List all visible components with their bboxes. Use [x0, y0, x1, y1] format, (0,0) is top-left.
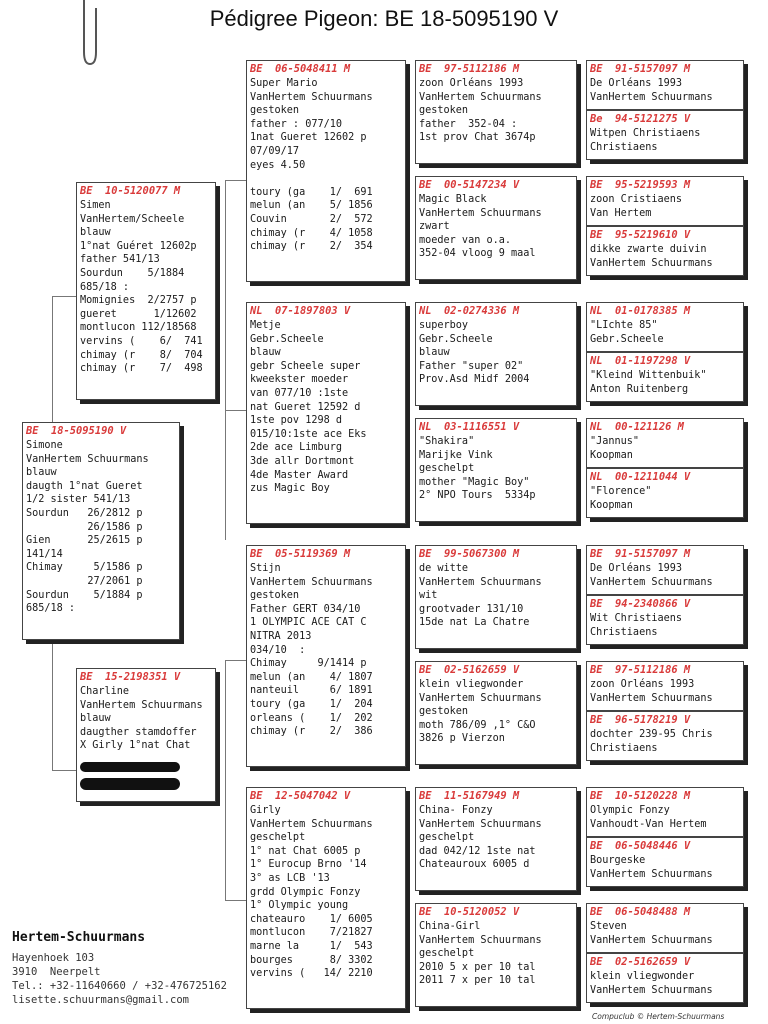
pigeon-info-line: nanteuil 6/ 1891	[250, 685, 373, 697]
pigeon-info-line: Father GERT 034/10	[250, 603, 361, 615]
pigeon-info-line: kweekster moeder	[250, 374, 349, 386]
connector-line	[225, 180, 226, 540]
pigeon-card	[415, 545, 577, 649]
pigeon-info-line: 034/10 :	[250, 644, 306, 656]
breeder-name: Hertem-Schuurmans	[12, 930, 146, 945]
pigeon-info-line: orleans ( 1/ 202	[250, 712, 373, 724]
ring-number: BE 91-5157097 M	[590, 548, 691, 560]
pigeon-info-line: eyes 4.50	[250, 159, 306, 171]
pigeon-info-line: Koopman	[590, 499, 633, 511]
ring-number: BE 97-5112186 M	[419, 63, 520, 75]
pigeon-info-line: Bourgeske	[590, 855, 646, 866]
pigeon-info-line: de witte	[419, 563, 469, 574]
ring-number: BE 95-5219593 M	[590, 179, 691, 191]
pigeon-info-line: "Jannus"	[590, 436, 640, 447]
pigeon-info-line: toury (ga 1/ 204	[250, 698, 373, 710]
pigeon-info-line: 1°nat Guéret 12602p	[80, 240, 197, 252]
pigeon-info-line: blauw	[250, 347, 281, 359]
pigeon-info-line: Prov.Asd Midf 2004	[419, 374, 530, 386]
pigeon-info-line: blauw	[80, 227, 111, 239]
ring-number: BE 12-5047042 V	[250, 790, 351, 802]
redacted-line	[80, 762, 180, 772]
pigeon-card	[586, 110, 744, 160]
pigeon-info-line: zoon Orléans 1993	[590, 679, 695, 690]
redacted-line	[80, 778, 180, 790]
pigeon-info-line: 141/14	[26, 548, 63, 560]
pigeon-info-line: VanHertem Schuurmans	[250, 576, 373, 588]
pigeon-card	[586, 837, 744, 887]
pigeon-info-line: zoon Cristiaens	[590, 194, 683, 205]
ring-number: BE 18-5095190 V	[26, 425, 127, 437]
pigeon-info-line: vervins ( 6/ 741	[80, 335, 203, 347]
ring-number: BE 10-5120228 M	[590, 790, 691, 802]
pigeon-info-line: Gien 25/2615 p	[26, 535, 143, 547]
ring-number: BE 95-5219610 V	[590, 229, 691, 241]
pigeon-card	[586, 595, 744, 645]
pigeon-info-line: wit	[419, 590, 438, 602]
pigeon-info-line: grootvader 131/10	[419, 603, 524, 615]
pigeon-info-line: bourges 8/ 3302	[250, 954, 373, 966]
pigeon-card	[586, 787, 744, 837]
pigeon-info-line: toury (ga 1/ 691	[250, 186, 373, 198]
pigeon-info-line	[250, 172, 402, 186]
pigeon-card	[415, 787, 577, 891]
pigeon-info-line: klein vliegwonder	[419, 679, 524, 690]
pigeon-info-line: 1st prov Chat 3674p	[419, 132, 536, 144]
pigeon-info-line: VanHertem Schuurmans	[419, 576, 542, 588]
pigeon-info-line: 1° nat Chat 6005 p	[250, 845, 361, 857]
pigeon-info-line: montlucon 7/21827	[250, 927, 373, 939]
pigeon-info-line: 352-04 vloog 9 maal	[419, 248, 536, 260]
pigeon-info-line: gestoken	[419, 105, 469, 117]
ring-number: BE 94-2340866 V	[590, 598, 691, 610]
pigeon-info-line: VanHertem Schuurmans	[590, 576, 713, 588]
pigeon-info-line: VanHertem Schuurmans	[26, 453, 149, 465]
pigeon-info-line: melun (an 4/ 1807	[250, 671, 373, 683]
ring-number: BE 97-5112186 M	[590, 664, 691, 676]
pigeon-info-line: Couvin 2/ 572	[250, 213, 373, 225]
pigeon-card	[246, 60, 406, 282]
pigeon-info-line: 26/1586 p	[26, 521, 143, 533]
pigeon-info-line: Sourdun 26/2812 p	[26, 507, 143, 519]
connector-line	[225, 410, 247, 411]
pigeon-info-line: China-Girl	[419, 921, 481, 932]
pigeon-info-line: Charline	[80, 686, 130, 697]
pigeon-info-line: VanHertem Schuurmans	[419, 934, 542, 946]
pigeon-info-line: 685/18 :	[26, 603, 76, 615]
connector-line	[52, 296, 53, 426]
pigeon-info-line: De Orléans 1993	[590, 78, 683, 89]
connector-line	[52, 770, 76, 771]
pigeon-info-line: Sourdun 5/1884 p	[26, 589, 143, 601]
breeder-phone: Tel.: +32-11640660 / +32-476725162	[12, 980, 227, 992]
pigeon-info-line: grdd Olympic Fonzy	[250, 886, 361, 898]
pigeon-info-line: 07/09/17	[250, 145, 300, 157]
pigeon-info-line: 1° Olympic young	[250, 900, 349, 912]
ring-number: BE 99-5067300 M	[419, 548, 520, 560]
pigeon-info-line: VanHertem Schuurmans	[590, 692, 713, 704]
pigeon-info-line: klein vliegwonder	[590, 971, 695, 982]
pigeon-card	[586, 711, 744, 761]
pigeon-info-line: 2011 7 x per 10 tal	[419, 975, 536, 987]
pigeon-info-line: mother "Magic Boy"	[419, 476, 530, 488]
pigeon-info-line: chimay (r 2/ 354	[250, 241, 373, 253]
ring-number: NL 07-1897803 V	[250, 305, 351, 317]
pigeon-card	[586, 468, 744, 518]
pigeon-info-line: Anton Ruitenberg	[590, 383, 689, 395]
pigeon-info-line: 1 OLYMPIC ACE CAT C	[250, 617, 367, 629]
pigeon-info-line: "Florence"	[590, 486, 652, 497]
pigeon-info-line: Wit Christiaens	[590, 613, 683, 624]
connector-line	[225, 900, 247, 901]
pigeon-info-line: Sourdun 5/1884	[80, 267, 185, 279]
pigeon-info-line: 27/2061 p	[26, 575, 143, 587]
pigeon-info-line: 1nat Gueret 12602 p	[250, 132, 367, 144]
pigeon-card	[586, 661, 744, 711]
pigeon-info-line: VanHertem Schuurmans	[590, 257, 713, 269]
pigeon-info-line: 3° as LCB '13	[250, 872, 330, 884]
pigeon-info-line: 3826 p Vierzon	[419, 733, 505, 745]
pigeon-info-line: X Girly 1°nat Chat	[80, 740, 191, 752]
ring-number: BE 06-5048446 V	[590, 840, 691, 852]
pigeon-info-line: Girly	[250, 805, 281, 816]
pigeon-info-line: father 541/13	[80, 254, 160, 266]
ring-number: BE 00-5147234 V	[419, 179, 520, 191]
connector-line	[52, 640, 53, 770]
pigeon-info-line: chimay (r 8/ 704	[80, 349, 203, 361]
pigeon-info-line: Vanhoudt-Van Hertem	[590, 818, 707, 830]
ring-number: Be 94-5121275 V	[590, 113, 691, 125]
credit-line: Compuclub © Hertem-Schuurmans	[592, 1012, 725, 1021]
pigeon-info-line: De Orléans 1993	[590, 563, 683, 574]
pigeon-info-line: 15de nat La Chatre	[419, 617, 530, 629]
pigeon-card	[415, 302, 577, 406]
pigeon-info-line: Father "super 02"	[419, 360, 524, 372]
ring-number: NL 01-1197298 V	[590, 355, 691, 367]
pigeon-info-line: Simone	[26, 440, 63, 451]
pigeon-card	[246, 302, 406, 524]
pigeon-info-line: Gebr.Scheele	[419, 333, 493, 345]
pigeon-info-line: gueret 1/12602	[80, 308, 197, 320]
pigeon-info-line: Chateauroux 6005 d	[419, 859, 530, 871]
paperclip-icon	[78, 0, 100, 68]
pigeon-info-line: VanHertem Schuurmans	[419, 207, 542, 219]
pigeon-info-line: chimay (r 7/ 498	[80, 363, 203, 375]
pigeon-card	[22, 422, 180, 640]
pigeon-info-line: zwart	[419, 221, 450, 233]
ring-number: BE 96-5178219 V	[590, 714, 691, 726]
pigeon-info-line: VanHertem Schuurmans	[590, 984, 713, 996]
pigeon-info-line: VanHertem Schuurmans	[590, 934, 713, 946]
ring-number: BE 10-5120077 M	[80, 185, 181, 197]
connector-line	[225, 660, 247, 661]
ring-number: BE 15-2198351 V	[80, 671, 181, 683]
pigeon-info-line: VanHertem Schuurmans	[590, 91, 713, 103]
pigeon-info-line: chimay (r 4/ 1058	[250, 227, 373, 239]
pigeon-info-line: Witpen Christiaens	[590, 128, 701, 139]
pigeon-info-line: VanHertem Schuurmans	[419, 91, 542, 103]
pigeon-info-line: blauw	[419, 347, 450, 359]
pigeon-info-line: 1° Eurocup Brno '14	[250, 859, 367, 871]
breeder-address: Hayenhoek 103	[12, 952, 95, 964]
pigeon-card	[415, 661, 577, 765]
pigeon-info-line: geschelpt	[419, 463, 475, 475]
pigeon-info-line: "Shakira"	[419, 436, 475, 447]
pigeon-info-line: VanHertem Schuurmans	[590, 868, 713, 880]
pigeon-info-line: blauw	[26, 467, 57, 479]
ring-number: BE 06-5048411 M	[250, 63, 351, 75]
pigeon-info-line: Van Hertem	[590, 207, 652, 219]
pigeon-info-line: montlucon 112/18568	[80, 322, 197, 334]
pigeon-card	[415, 60, 577, 164]
pigeon-info-line: 685/18 :	[80, 281, 130, 293]
pigeon-card	[415, 903, 577, 1007]
pigeon-info-line: Chimay 5/1586 p	[26, 562, 143, 574]
ring-number: BE 11-5167949 M	[419, 790, 520, 802]
pigeon-info-line: Super Mario	[250, 78, 318, 89]
pigeon-info-line: Momignies 2/2757 p	[80, 295, 197, 307]
ring-number: NL 00-121126 M	[590, 421, 684, 433]
pigeon-info-line: Marijke Vink	[419, 449, 493, 461]
pigeon-card	[586, 226, 744, 276]
pigeon-info-line: Steven	[590, 921, 627, 932]
pigeon-info-line: father 352-04 :	[419, 118, 518, 130]
pigeon-card	[76, 182, 216, 400]
page-title: Pédigree Pigeon: BE 18-5095190 V	[209, 6, 559, 31]
pigeon-info-line: China- Fonzy	[419, 805, 493, 816]
pigeon-info-line: geschelpt	[419, 832, 475, 844]
pigeon-info-line: "Kleind Wittenbuik"	[590, 370, 707, 381]
ring-number: NL 01-0178385 M	[590, 305, 691, 317]
pigeon-info-line: dochter 239-95 Chris	[590, 729, 713, 740]
pigeon-card	[586, 60, 744, 110]
ring-number: BE 91-5157097 M	[590, 63, 691, 75]
connector-line	[225, 660, 226, 900]
pigeon-card	[586, 176, 744, 226]
ring-number: BE 10-5120052 V	[419, 906, 520, 918]
pigeon-info-line: 2010 5 x per 10 tal	[419, 961, 536, 973]
pigeon-info-line: dad 042/12 1ste nat	[419, 845, 536, 857]
ring-number: NL 02-0274336 M	[419, 305, 520, 317]
pigeon-card	[586, 302, 744, 352]
pigeon-info-line: Olympic Fonzy	[590, 805, 670, 816]
connector-line	[225, 180, 247, 181]
pigeon-info-line: moth 786/09 ,1° C&O	[419, 719, 536, 731]
ring-number: NL 03-1116551 V	[419, 421, 520, 433]
pigeon-info-line: VanHertem Schuurmans	[419, 818, 542, 830]
pigeon-info-line: blauw	[80, 713, 111, 725]
pigeon-info-line: VanHertem Schuurmans	[250, 91, 373, 103]
pigeon-info-line: geschelpt	[250, 832, 306, 844]
pigeon-info-line: 2° NPO Tours 5334p	[419, 490, 536, 502]
pigeon-info-line: chateauro 1/ 6005	[250, 913, 373, 925]
pigeon-info-line: NITRA 2013	[250, 630, 312, 642]
pigeon-info-line: Simen	[80, 200, 111, 211]
pigeon-info-line: moeder van o.a.	[419, 234, 512, 246]
pigeon-info-line: dikke zwarte duivin	[590, 244, 707, 255]
pigeon-info-line: chimay (r 2/ 386	[250, 726, 373, 738]
pigeon-info-line: father : 077/10	[250, 118, 343, 130]
pigeon-card	[586, 953, 744, 1003]
ring-number: BE 02-5162659 V	[419, 664, 520, 676]
pigeon-card	[415, 418, 577, 522]
ring-number: BE 05-5119369 M	[250, 548, 351, 560]
pigeon-info-line: VanHertem Schuurmans	[419, 692, 542, 704]
pigeon-info-line: Koopman	[590, 449, 633, 461]
connector-line	[52, 296, 76, 297]
pigeon-info-line: Gebr.Scheele	[590, 333, 664, 345]
pigeon-info-line	[80, 794, 212, 802]
pigeon-info-line: superboy	[419, 320, 469, 331]
pigeon-info-line: 1/2 sister 541/13	[26, 494, 131, 506]
pigeon-info-line: daugth 1°nat Gueret	[26, 480, 143, 492]
pigeon-info-line: Christiaens	[590, 742, 658, 754]
ring-number: NL 00-1211044 V	[590, 471, 691, 483]
pigeon-info-line: Christiaens	[590, 626, 658, 638]
pigeon-info-line: "LIchte 85"	[590, 320, 658, 331]
pigeon-info-line: Christiaens	[590, 141, 658, 153]
pigeon-info-line: zus Magic Boy	[250, 483, 330, 495]
pigeon-info-line: marne la 1/ 543	[250, 940, 373, 952]
ring-number: BE 06-5048488 M	[590, 906, 691, 918]
pigeon-info-line: 3de allr Dortmont	[250, 455, 355, 467]
pigeon-info-line: Magic Black	[419, 194, 487, 205]
pigeon-info-line: 4de Master Award	[250, 469, 349, 481]
pigeon-card	[586, 418, 744, 468]
pigeon-info-line: 2de ace Limburg	[250, 442, 343, 454]
pigeon-info-line: Gebr.Scheele	[250, 333, 324, 345]
pigeon-info-line: daugther stamdoffer	[80, 726, 197, 738]
pigeon-info-line: gestoken	[250, 105, 300, 117]
pigeon-card	[586, 352, 744, 402]
pigeon-info-line: VanHertem Schuurmans	[80, 699, 203, 711]
pigeon-info-line: VanHertem/Scheele	[80, 213, 185, 225]
pigeon-info-line: VanHertem Schuurmans	[250, 818, 373, 830]
pigeon-card	[415, 176, 577, 280]
pigeon-info-line: gestoken	[250, 590, 300, 602]
pigeon-card	[586, 545, 744, 595]
pigeon-info-line: vervins ( 14/ 2210	[250, 968, 373, 980]
pigeon-info-line: 1ste pov 1298 d	[250, 415, 343, 427]
pigeon-info-line: van 077/10 :1ste	[250, 387, 349, 399]
pigeon-info-line: zoon Orléans 1993	[419, 78, 524, 89]
pigeon-info-line: geschelpt	[419, 948, 475, 960]
pigeon-card	[586, 903, 744, 953]
pigeon-info-line: Stijn	[250, 563, 281, 574]
breeder-email[interactable]: lisette.schuurmans@gmail.com	[12, 994, 190, 1006]
pigeon-info-line: 015/10:1ste ace Eks	[250, 428, 367, 440]
pigeon-card	[246, 545, 406, 767]
pigeon-info-line: Metje	[250, 320, 281, 331]
pigeon-info-line: gebr Scheele super	[250, 360, 361, 372]
pigeon-info-line: nat Gueret 12592 d	[250, 401, 361, 413]
pigeon-card	[246, 787, 406, 1009]
pigeon-info-line: Chimay 9/1414 p	[250, 658, 367, 670]
pigeon-info-line: melun (an 5/ 1856	[250, 200, 373, 212]
breeder-city: 3910 Neerpelt	[12, 966, 101, 978]
ring-number: BE 02-5162659 V	[590, 956, 691, 968]
pigeon-info-line: gestoken	[419, 706, 469, 718]
